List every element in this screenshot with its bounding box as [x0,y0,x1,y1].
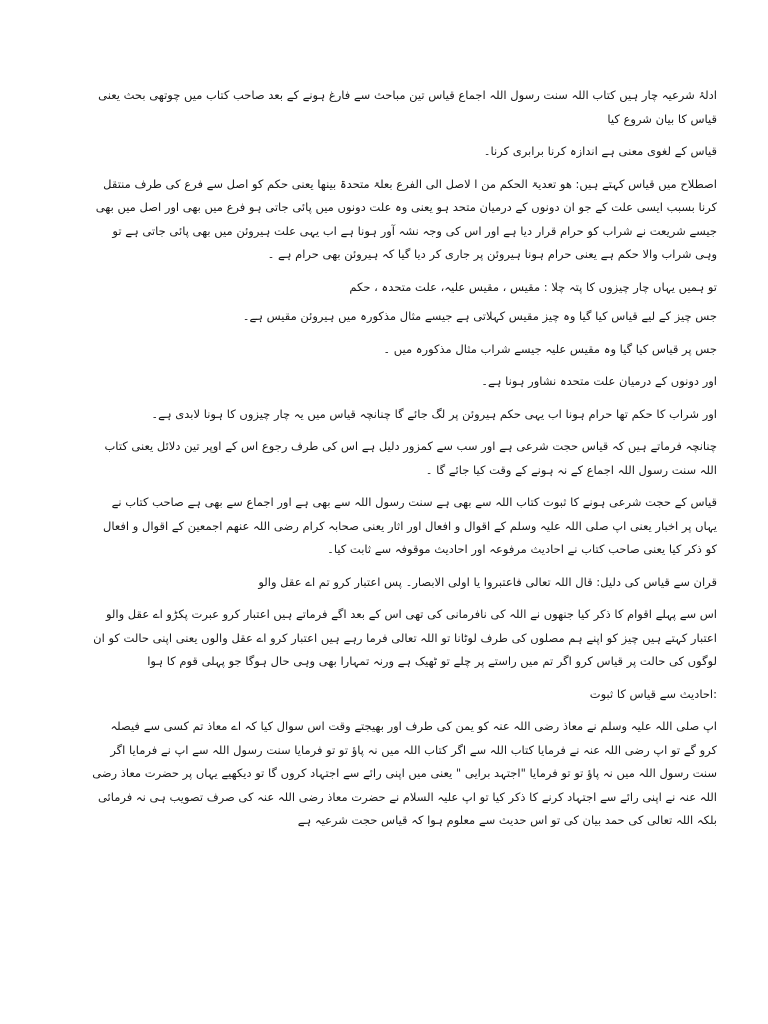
paragraph-four-elements: تو ہمیں یہاں چار چیزوں کا پتہ چلا : مقیس ، مقیس علیہ، علت متحدہ ، حکم [349,279,717,294]
paragraph-quran-explanation: اس سے پہلے اقوام کا ذکر کیا جنھوں نے اللہ کی نافرمانی کی تھی اس کے بعد اگے فرماتے ہیں اعتبار کرو عبرت پکڑو اے عقل والو اعتبار کہتے ہیں چیز کو اپنے ہم مصلوں کی طرف لوٹانا تو اللہ تعالی فرما رہے ہیں اعتبار کرو اے عقل والوں یعنی اپنی حالت کو ان لوگوں کی حالت پر قیاس کرو اگر تم میں راستے پر چلے تو ٹھیک ہے ورنہ تمہارا بھی وہی حال ہوگا جو پہلی قوم کا ہوا [93,607,717,668]
paragraph-proof-sources: قیاس کے حجت شرعی ہونے کا ثبوت کتاب اللہ سے بھی ہے سنت رسول اللہ سے بھی ہے اور اجماع سے بھی ہے صاحب کتاب نے یہاں پر اخبار یعنی اپ صلی اللہ علیہ وسلم کے اقوال و افعال اور اثار یعنی صحابہ کرام رضی اللہ عنھم اجمعین کے اقوال و افعال کو ذکر کیا یعنی صاحب کتاب نے احادیث مرفوعہ اور احادیث موقوفہ سے ثابت کیا۔ [103,495,717,556]
paragraph-illat: اور دونوں کے درمیان علت متحدہ نشاور ہونا ہے۔ [481,374,717,388]
document-body [92,84,717,842]
paragraph-maqees: جس چیز کے لیے قیاس کیا گیا وہ چیز مقیس کہلاتی ہے جیسے مثال مذکورہ میں ہیروئن مقیس ہے۔ [242,309,717,323]
paragraph-hukm: اور شراب کا حکم تھا حرام ہونا اب یہی حکم ہیروئن پر لگ جائے گا چنانچہ قیاس میں یہ چار چیزوں کا ہونا لابدی ہے۔ [151,406,717,421]
paragraph-quran-proof: قران سے قیاس کی دلیل: قال اللہ تعالی فاعتبروا یا اولی الابصار۔ پس اعتبار کرو تم اے عقل والو [258,574,717,589]
paragraph-maqees-alaih: جس پر قیاس کیا گیا وہ مقیس علیہ جیسے شراب مثال مذکورہ میں ۔ [383,341,717,356]
paragraph-muadh-hadith: اپ صلی اللہ علیہ وسلم نے معاذ رضی اللہ عنہ کو یمن کی طرف اور بھیجتے وقت اس سوال کیا کہ اے معاذ تم کسی سے فیصلہ کرو گے تو اپ رضی اللہ عنہ نے فرمایا کتاب اللہ سے اگر کتاب اللہ میں نہ پاؤ تو تو فرمایا سنت رسول اللہ سے اپ نے فرمایا اگر سنت رسول اللہ میں نہ پاؤ تو تو فرمایا "اجتہد برایی " یعنی میں اپنی رائے سے اجتہاد کروں گا تو دیکھیے یہاں پر حضرت معاذ رضی اللہ عنہ نے اپنی رائے سے اجتہاد کرنے کا ذکر کیا تو اپ علیہ السلام نے حضرت معاذ رضی اللہ عنہ کی صرف تصویب ہی نہ فرمائی بلکہ اللہ تعالی کی حمد بیان کی تو اس حدیث سے معلوم ہوا کہ قیاس حجت شرعیہ ہے [92,719,717,827]
paragraph-technical-definition: اصطلاح میں قیاس کہتے ہیں: ھو تعدیۃ الحکم من ا لاصل الی الفرع بعلۃ متحدۃ بینھا یعنی حکم کو اصل سے فرع کی طرف منتقل کرنا بسبب ایسی علت کے جو ان دونوں کے درمیان متحد ہو یعنی وہ علت دونوں میں پائی جاتی ہو فرع میں بھی اور اصل میں بھی جیسے شریعت نے شراب کو حرام قرار دیا ہے اور اس کی وجہ نشہ آور ہونا ہے اب یہی علت ہیروئن میں بھی پائی جاتی ہے تو وہی شراب والا حکم ہے یعنی حرام ہونا ہیروئن پر جاری کر دیا گیا کہ ہیروئن بھی حرام ہے ۔ [95,176,717,261]
paragraph-lexical-meaning: قیاس کے لغوی معنی ہے اندازہ کرنا برابری کرنا۔ [483,144,717,158]
paragraph-intro: ادلۂ شرعیہ چار ہیں کتاب اللہ سنت رسول اللہ اجماع قیاس تین مباحث سے فارغ ہونے کے بعد صاحب کتاب میں چوتھی بحث یعنی قیاس کا بیان شروع کیا [98,88,717,126]
paragraph-hadith-heading: :احادیث سے قیاس کا ثبوت [589,686,717,701]
paragraph-weakest-proof: چنانچہ فرماتے ہیں کہ قیاس حجت شرعی ہے اور سب سے کمزور دلیل ہے اس کی طرف رجوع اس کے اوپر تین دلائل یعنی کتاب اللہ سنت رسول اللہ اجماع کے نہ ہونے کے وقت کیا جائے گا ۔ [104,439,717,477]
